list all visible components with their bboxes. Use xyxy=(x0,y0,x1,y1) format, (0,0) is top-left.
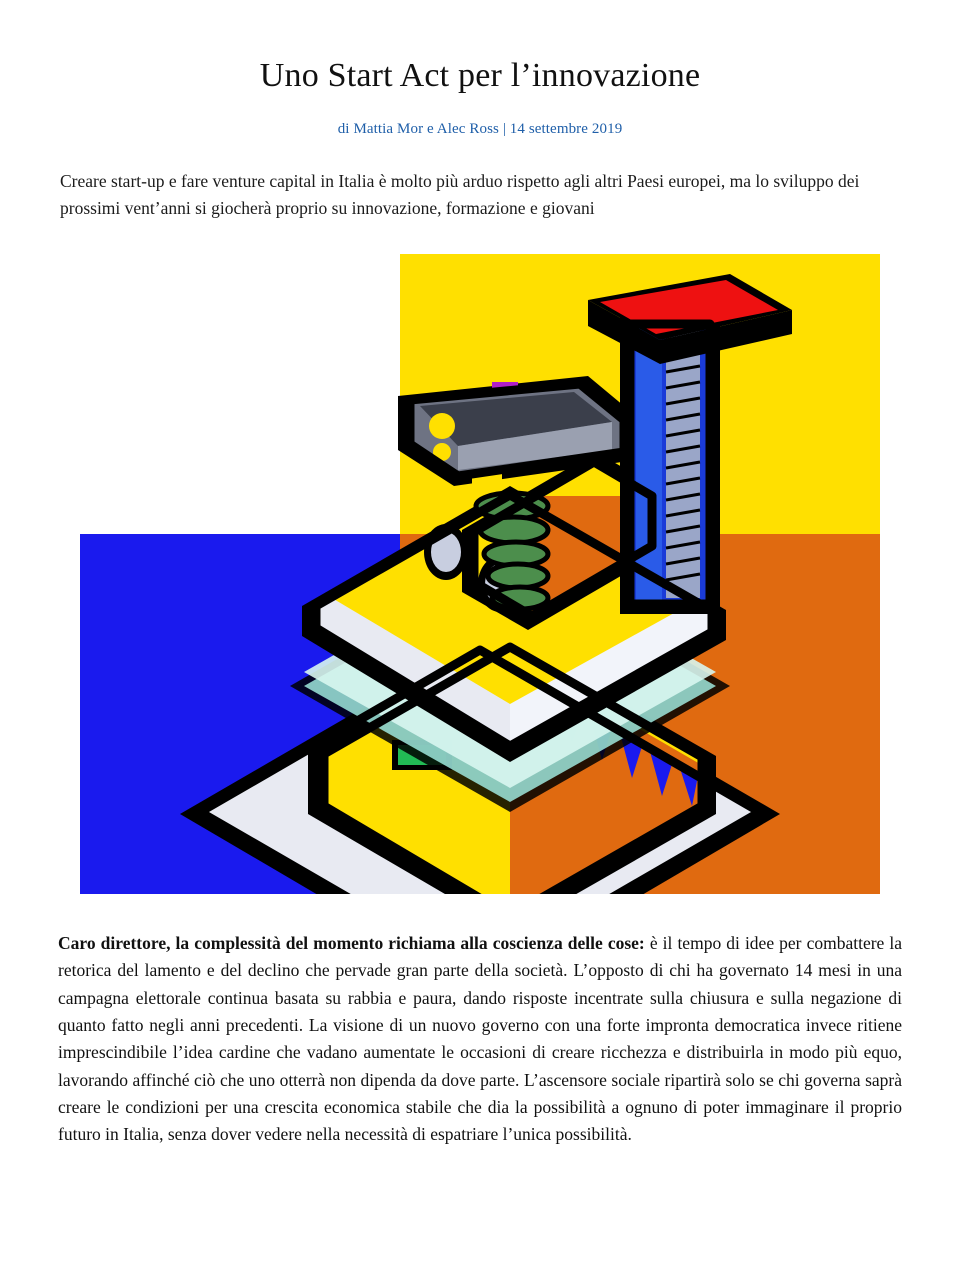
body-rest: è il tempo di idee per combattere la retorica del lamento e del declino che pervade gran parte della società. L’opposto di chi ha governato 14 mesi in una campagna elettorale continua basata su rabbia e paura, dando risposte incentrate sulla chiusura e sulla negazione di quanto fatto negli anni precedenti. La visione di un nuovo governo con una forte impronta democratica invece ritiene imprescindibile l’idea cardine che vadano aumentate le occasioni di creare ricchezza e distribuirla in modo più equo, lavorando affinché ciò che uno otterrà non dipenda da dove parte. L’ascensore sociale ripartirà solo se chi governa saprà creare le condizioni per una crescita economica stabile che dia la possibilità a ognuno di poter immaginare il proprio futuro in Italia, senza dover vedere nella necessità di espatriare l’unica possibilità. xyxy=(58,933,902,1145)
page-title: Uno Start Act per l’innovazione xyxy=(259,57,701,94)
byline-prefix: di xyxy=(337,120,350,137)
byline-authors: Mattia Mor e Alec Ross xyxy=(353,120,499,137)
microscope-illustration xyxy=(80,254,880,894)
article-body xyxy=(58,930,902,1148)
byline-separator: | xyxy=(502,120,506,137)
article-figure xyxy=(58,254,902,904)
standfirst: Creare start-up e fare venture capital in Italia è molto più arduo rispetto agli altri Paesi europei, ma lo sviluppo dei prossimi vent’anni si giocherà proprio su innovazione, formazione e giovani xyxy=(60,170,860,218)
byline-date: 14 settembre 2019 xyxy=(509,120,623,137)
body-lead: Caro direttore, la complessità del momento richiama alla coscienza delle cose: xyxy=(58,933,645,954)
byline xyxy=(58,121,902,138)
